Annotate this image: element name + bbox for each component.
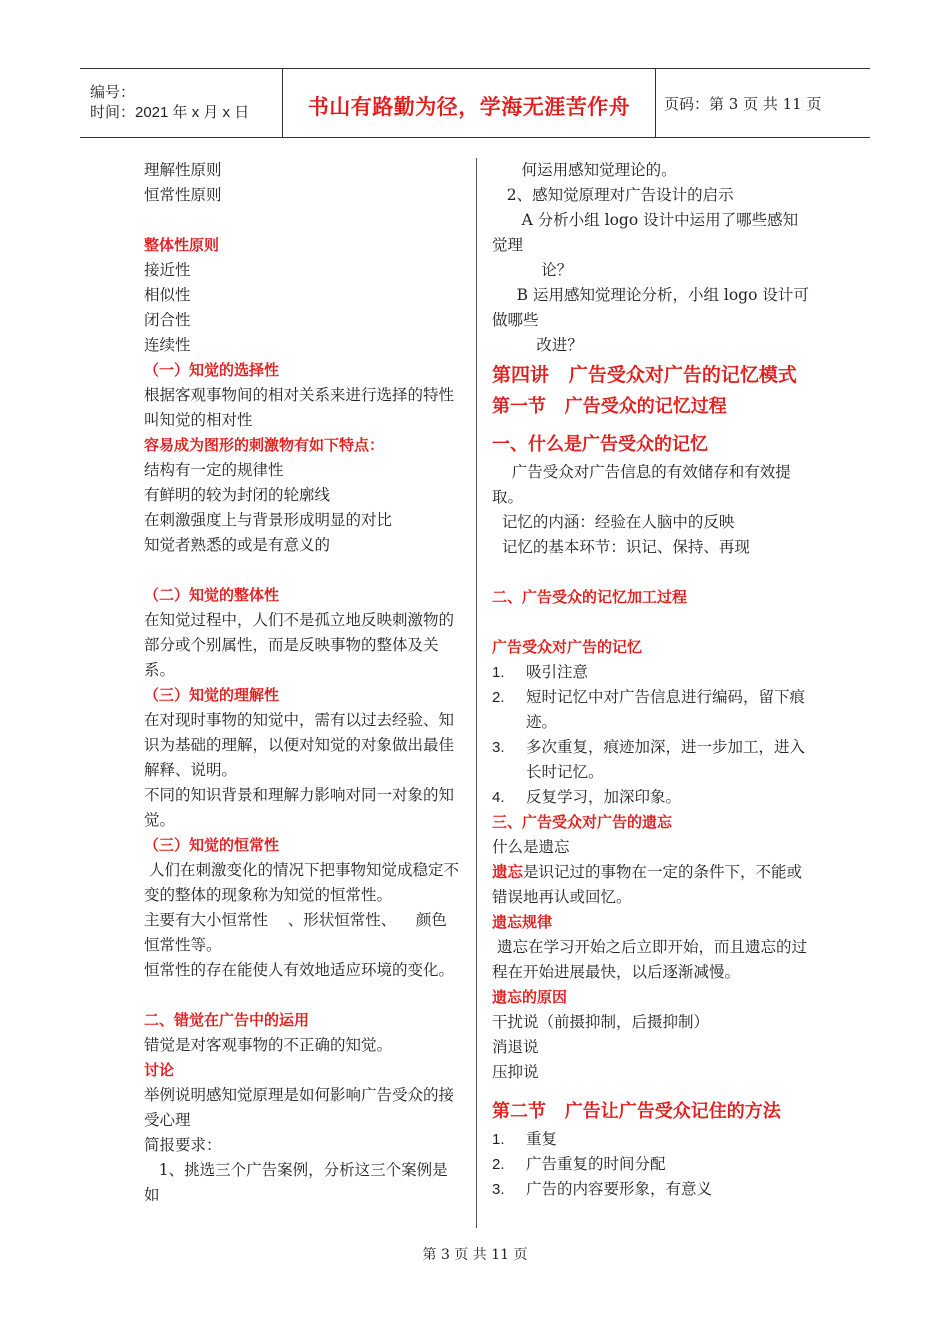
list-item: 1. 重复 [492,1130,558,1148]
heading: 讨论 [144,1061,175,1079]
paragraph: 错觉是对客观事物的不正确的知觉。 [144,1036,393,1054]
paragraph: 人们在刺激变化的情况下把事物知觉成稳定不变的整体的现象称为知觉的恒常性。 [144,861,459,904]
page-header [80,68,870,138]
list-item: 3. 多次重复，痕迹加深，进一步加工，进入长时记忆。 [492,738,806,781]
heading: 广告受众对广告的记忆 [492,638,643,656]
paragraph: 根据客观事物间的相对关系来进行选择的特性叫知觉的相对性 [144,386,455,429]
paragraph: 不同的知识背景和理解力影响对同一对象的知觉。 [144,786,455,829]
heading: （二）知觉的整体性 [144,586,280,604]
text-line: 相似性 [144,286,191,304]
header-page-info [656,69,870,137]
paragraph: 在对现时事物的知觉中，需有以过去经验、知识为基础的理解，以便对知觉的对象做出最佳解释、说明。 [144,711,455,779]
spacer [492,560,812,585]
heading: 容易成为图形的刺激物有如下特点： [144,436,385,454]
methods-list [492,1127,812,1202]
spacer [144,558,462,583]
spacer [492,610,812,635]
spacer [492,1085,812,1097]
heading: 三、广告受众对广告的遗忘 [492,813,673,831]
text-line: 消退说 [492,1038,539,1056]
paragraph: 在知觉过程中，人们不是孤立地反映刺激物的部分或个别属性，而是反映事物的整体及关系。 [144,611,455,679]
header-meta [80,69,282,137]
text-line: 干扰说（前摄抑制，后摄抑制） [492,1013,710,1031]
text-line: 连续性 [144,336,191,354]
text-line: 知觉者熟悉的或是有意义的 [144,536,331,554]
paragraph: 1、挑选三个广告案例，分析这三个案例是如 [144,1161,448,1204]
text-line: B 运用感知觉理论分析，小组 logo 设计可做哪些 [492,286,809,329]
right-column [492,158,812,1202]
list-item: 4. 反复学习，加深印象。 [492,788,682,806]
spacer [144,983,462,1008]
text-line: 闭合性 [144,311,191,329]
text-line: 记忆的内涵：经验在人脑中的反映 [492,513,735,531]
text-line: 改进？ [492,336,583,354]
list-item: 1. 吸引注意 [492,663,589,681]
text-line: 论？ [492,261,573,279]
section-title: 第二节 广告让广告受众记住的方法 [492,1101,781,1122]
memory-list [492,660,812,810]
text-line: 在刺激强度上与背景形成明显的对比 [144,511,393,529]
spacer [144,208,462,233]
heading: （三）知觉的恒常性 [144,836,280,854]
definition: 是识记过的事物在一定的条件下，不能或错误地再认或回忆。 [492,863,803,906]
text-line: 何运用感知觉理论的。 [492,161,677,179]
text-line: 简报要求： [144,1136,222,1154]
heading: 二、广告受众的记忆加工过程 [492,588,688,606]
heading: 整体性原则 [144,236,220,254]
paragraph: 举例说明感知觉原理是如何影响广告受众的接受心理 [144,1086,455,1129]
text-line: 什么是遗忘 [492,838,570,856]
text-line: 2、感知觉原理对广告设计的启示 [492,186,734,204]
paragraph: 遗忘在学习开始之后立即开始，而且遗忘的过程在开始进展最快，以后逐渐减慢。 [492,938,807,981]
motto: 书山有路勤为径，学海无涯苦作舟 [307,94,631,119]
paragraph [492,860,812,910]
column-divider [476,158,477,1228]
text-line: 压抑说 [492,1063,539,1081]
left-column [144,158,462,1208]
list-item: 3. 广告的内容要形象，有意义 [492,1180,713,1198]
spacer [492,422,812,430]
text-line: 记忆的基本环节：识记、保持、再现 [492,538,750,556]
text-line: 有鲜明的较为封闭的轮廓线 [144,486,331,504]
page-footer: 第 3 页 共 11 页 [422,1247,528,1263]
paragraph: 恒常性的存在能使人有效地适应环境的变化。 [144,961,455,979]
paragraph: 主要有大小恒常性 、形状恒常性、 颜色恒常性等。 [144,911,447,954]
heading: 遗忘规律 [492,913,553,931]
text-line: 结构有一定的规律性 [144,461,284,479]
list-item: 2. 短时记忆中对广告信息进行编码，留下痕迹。 [492,688,806,731]
heading: （一）知觉的选择性 [144,361,280,379]
heading: （三）知觉的理解性 [144,686,280,704]
list-item: 2. 广告重复的时间分配 [492,1155,666,1173]
text-line: 恒常性原则 [144,186,222,204]
page-info: 页码：第 3 页 共 11 页 [664,94,822,113]
section-title: 第一节 广告受众的记忆过程 [492,396,727,417]
keyword: 遗忘 [492,863,524,881]
date-label: 时间：2021 年 x 月 x 日 [90,104,250,121]
paragraph: 广告受众对广告信息的有效储存和有效提取。 [492,463,791,506]
section-heading: 一、什么是广告受众的记忆 [492,434,708,455]
header-motto-cell [282,69,656,137]
lecture-title: 第四讲 广告受众对广告的记忆模式 [492,364,797,386]
text-line: 接近性 [144,261,191,279]
heading: 二、错觉在广告中的运用 [144,1011,310,1029]
text-line: A 分析小组 logo 设计中运用了哪些感知觉理 [492,211,799,254]
text-line: 理解性原则 [144,161,222,179]
heading: 遗忘的原因 [492,988,568,1006]
id-label: 编号： [90,84,136,101]
